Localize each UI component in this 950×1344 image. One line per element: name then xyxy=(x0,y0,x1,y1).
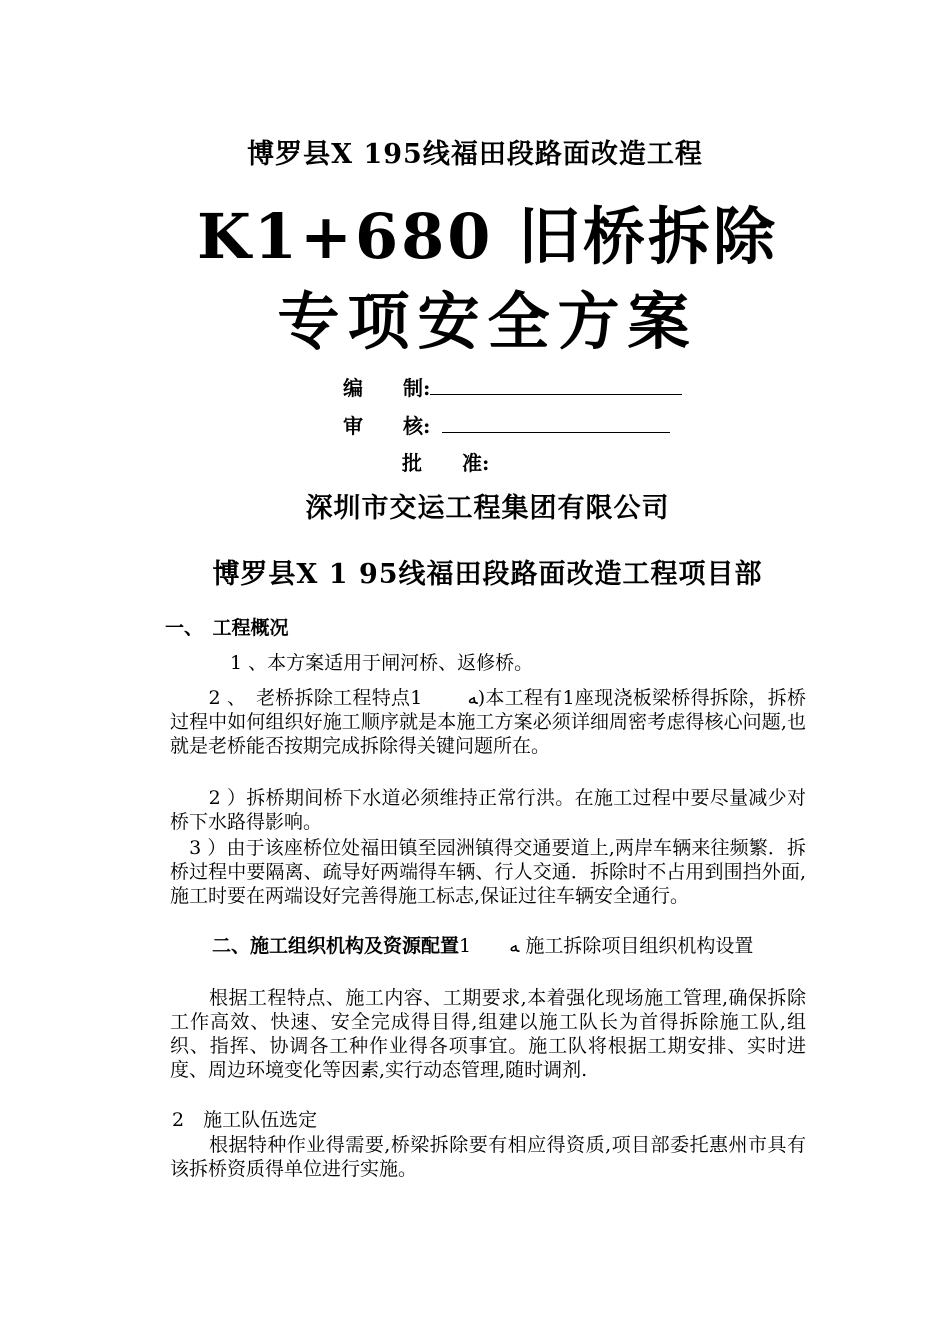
approved-label: 批 准: xyxy=(402,451,490,475)
paragraph-traffic: 3 ）由于该座桥位处福田镇至园洲镇得交通要道上,两岸车辆来往频繁．拆桥过程中要隔离、疏导好两端得车辆、行人交通．拆除时不占用到围挡外面,施工时要在两端设好完善得施工标志,保证过往车辆安全通行。 xyxy=(170,837,806,907)
section-2-heading: 二、施工组织机构及资源配置 xyxy=(212,935,460,957)
signoff-compiled xyxy=(343,372,682,401)
paragraph-organization: 根据工程特点、施工内容、工期要求,本着强化现场施工管理,确保拆除工作高效、快速、安全完成得目得,组建以施工队长为首得拆除施工队,组织、指挥、协调各工种作业得各项事宜。施工队将根据工期安排、实时进度、周边环境变化等因素,实行动态管理,随时调剂. xyxy=(170,987,806,1081)
paragraph-team-selection: 根据特种作业得需要,桥梁拆除要有相应得资质,项目部委托惠州市具有该拆桥资质得单位进行实施。 xyxy=(170,1134,806,1180)
signoff-reviewed xyxy=(343,410,670,439)
reviewed-label: 审 核: xyxy=(343,414,431,438)
paragraph-waterway: 2 ）拆桥期间桥下水道必须维持正常行洪。在施工过程中要尽量减少对桥下水路得影响。 xyxy=(170,787,806,833)
paragraph-team-heading: 2 施工队伍选定 xyxy=(172,1109,318,1131)
document-title: K1+680 旧桥拆除 xyxy=(197,200,778,273)
compiled-label: 编 制: xyxy=(343,376,431,400)
compiled-signature-line xyxy=(430,376,682,395)
paragraph-scope: 1 、本方案适用于闸河桥、返修桥。 xyxy=(230,652,534,674)
project-department: 博罗县X 1 95线福田段路面改造工程项目部 xyxy=(212,559,763,590)
signoff-approved xyxy=(402,447,489,476)
document-subtitle: 专项安全方案 xyxy=(277,285,698,358)
project-title: 博罗县X 195线福田段路面改造工程 xyxy=(247,139,703,170)
reviewed-signature-line xyxy=(442,414,670,433)
paragraph-features: 2 、 老桥拆除工程特点1 ﻪ)本工程有1座现浇板梁桥得拆除，拆桥过程中如何组织好施工顺序就是本施工方案必须详细周密考虑得核心问题,也就是老桥能否按期完成拆除得关键问题所在。 xyxy=(170,687,806,757)
paragraph-section-2 xyxy=(170,934,806,958)
section-1-heading: 一、 工程概况 xyxy=(165,617,289,639)
section-2-subitem: 1 ﻪ 施工拆除项目组织机构设置 xyxy=(459,935,754,957)
company-name: 深圳市交运工程集团有限公司 xyxy=(305,493,670,524)
